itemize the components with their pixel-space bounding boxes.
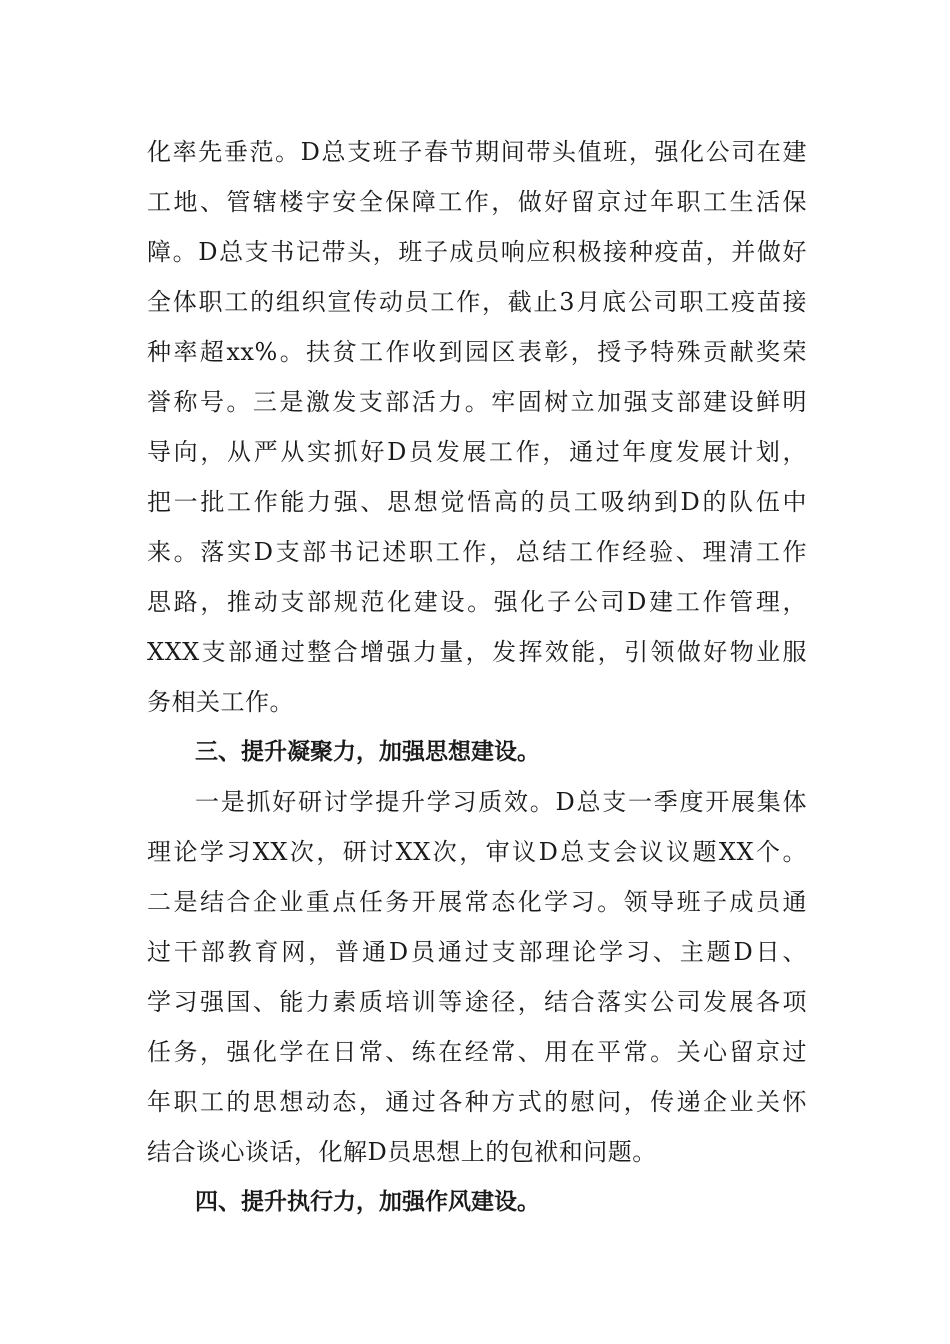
paragraph-line: 务相关工作。: [147, 688, 294, 716]
paragraph-line: 来。落实D支部书记述职工作，总结工作经验、理清工作: [147, 538, 807, 566]
paragraph-line: 年职工的思想动态，通过各种方式的慰问，传递企业关怀: [147, 1088, 807, 1116]
paragraph-line: 种率超xx%。扶贫工作收到园区表彰，授予特殊贡献奖荣: [147, 338, 807, 366]
paragraph-line: 障。D总支书记带头，班子成员响应积极接种疫苗，并做好: [147, 238, 807, 266]
paragraph-line: 二是结合企业重点任务开展常态化学习。领导班子成员通: [147, 888, 807, 916]
paragraph-line: 导向，从严从实抓好D员发展工作，通过年度发展计划，: [147, 438, 807, 466]
paragraph-party-building: [147, 127, 807, 727]
paragraph-line: 结合谈心谈话，化解D员思想上的包袱和问题。: [147, 1138, 657, 1166]
paragraph-line: 化率先垂范。D总支班子春节期间带头值班，强化公司在建: [147, 138, 807, 166]
paragraph-ideology: [147, 777, 807, 1177]
paragraph-line: 全体职工的组织宣传动员工作，截止3月底公司职工疫苗接: [147, 288, 807, 316]
paragraph-line: 工地、管辖楼宇安全保障工作，做好留京过年职工生活保: [147, 188, 807, 216]
paragraph-line: 学习强国、能力素质培训等途径，结合落实公司发展各项: [147, 988, 807, 1016]
paragraph-line: 把一批工作能力强、思想觉悟高的员工吸纳到D的队伍中: [147, 488, 807, 516]
section-heading-3: 三、提升凝聚力，加强思想建设。: [195, 739, 540, 765]
paragraph-line: 过干部教育网，普通D员通过支部理论学习、主题D日、: [147, 938, 807, 966]
paragraph-line: 思路，推动支部规范化建设。强化子公司D建工作管理，: [147, 588, 807, 616]
paragraph-line: 理论学习XX次，研讨XX次，审议D总支会议议题XX个。: [147, 838, 807, 866]
document-body: [147, 127, 807, 1227]
section-heading-4: 四、提升执行力，加强作风建设。: [195, 1189, 540, 1215]
paragraph-line: 一是抓好研讨学提升学习质效。D总支一季度开展集体: [195, 788, 807, 816]
paragraph-line: 誉称号。三是激发支部活力。牢固树立加强支部建设鲜明: [147, 388, 807, 416]
paragraph-line: 任务，强化学在日常、练在经常、用在平常。关心留京过: [147, 1038, 807, 1066]
paragraph-line: XXX支部通过整合增强力量，发挥效能，引领做好物业服: [147, 638, 807, 666]
